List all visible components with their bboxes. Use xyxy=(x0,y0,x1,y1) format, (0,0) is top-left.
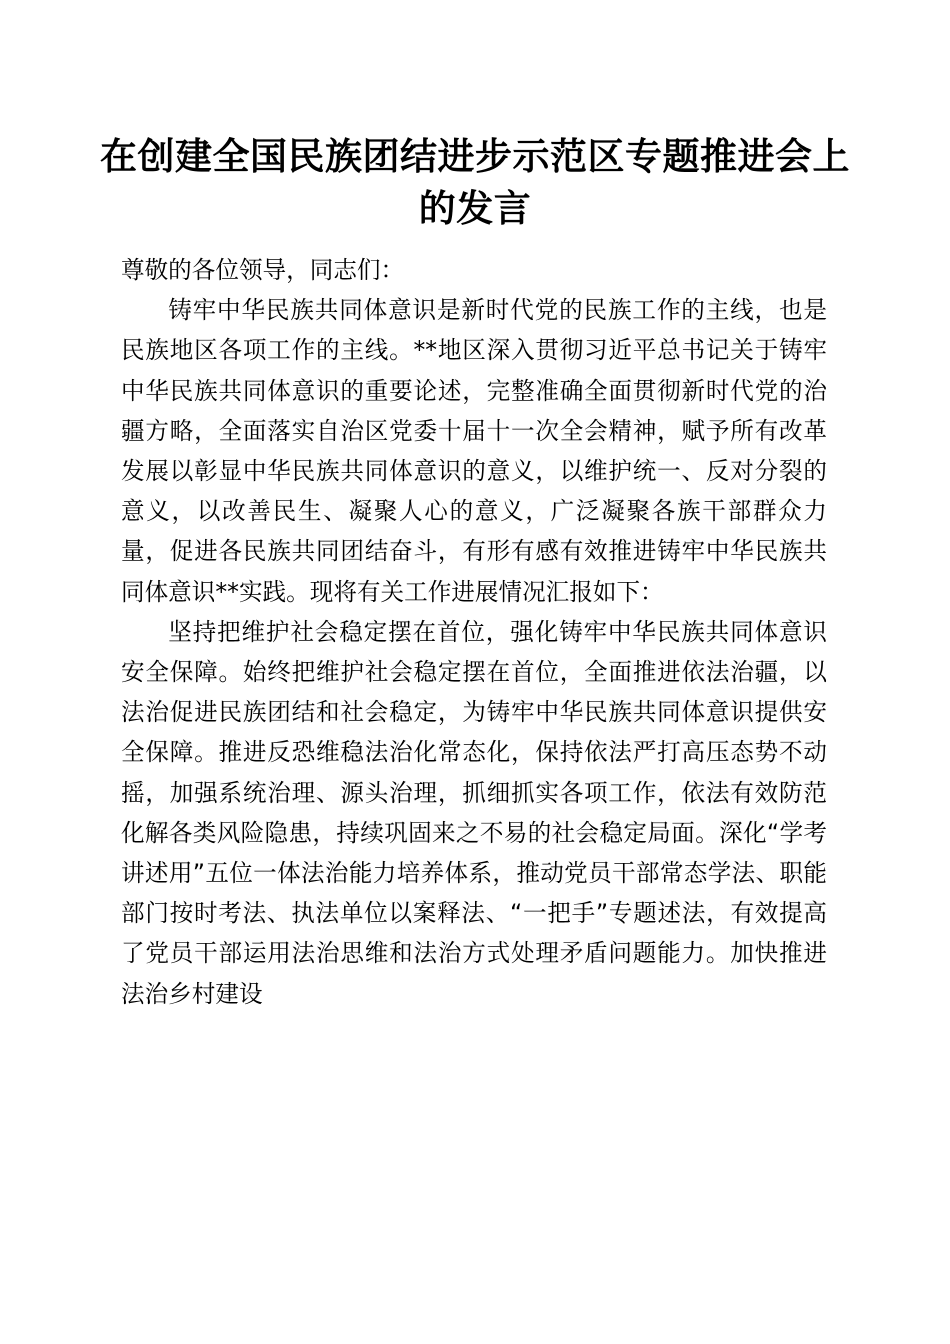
paragraph-intro: 铸牢中华民族共同体意识是新时代党的民族工作的主线，也是民族地区各项工作的主线。**地区深入贯彻习近平总书记关于铸牢中华民族共同体意识的重要论述，完整准确全面贯彻新时代党的治疆方略，全面落实自治区党委十届十一次全会精神，赋予所有改革发展以彰显中华民族共同体意识的意义，以维护统一、反对分裂的意义，以改善民生、凝聚人心的意义，广泛凝聚各族干部群众力量，促进各民族共同团结奋斗，有形有感有效推进铸牢中华民族共同体意识**实践。现将有关工作进展情况汇报如下： xyxy=(121,296,827,606)
document-title: 在创建全国民族团结进步示范区专题推进会上的发言 xyxy=(100,134,850,230)
paragraph-stability: 坚持把维护社会稳定摆在首位，强化铸牢中华民族共同体意识安全保障。始终把维护社会稳定摆在首位，全面推进依法治疆，以法治促进民族团结和社会稳定，为铸牢中华民族共同体意识提供安全保障。推进反恐维稳法治化常态化，保持依法严打高压态势不动摇，加强系统治理、源头治理，抓细抓实各项工作，依法有效防范化解各类风险隐患，持续巩固来之不易的社会稳定局面。深化“学考讲述用”五位一体法治能力培养体系，推动党员干部常态学法、职能部门按时考法、执法单位以案释法、“一把手”专题述法，有效提高了党员干部运用法治思维和法治方式处理矛盾问题能力。加快推进法治乡村建设 xyxy=(121,617,827,1008)
salutation: 尊敬的各位领导，同志们： xyxy=(121,256,405,284)
document-body xyxy=(121,250,827,1014)
